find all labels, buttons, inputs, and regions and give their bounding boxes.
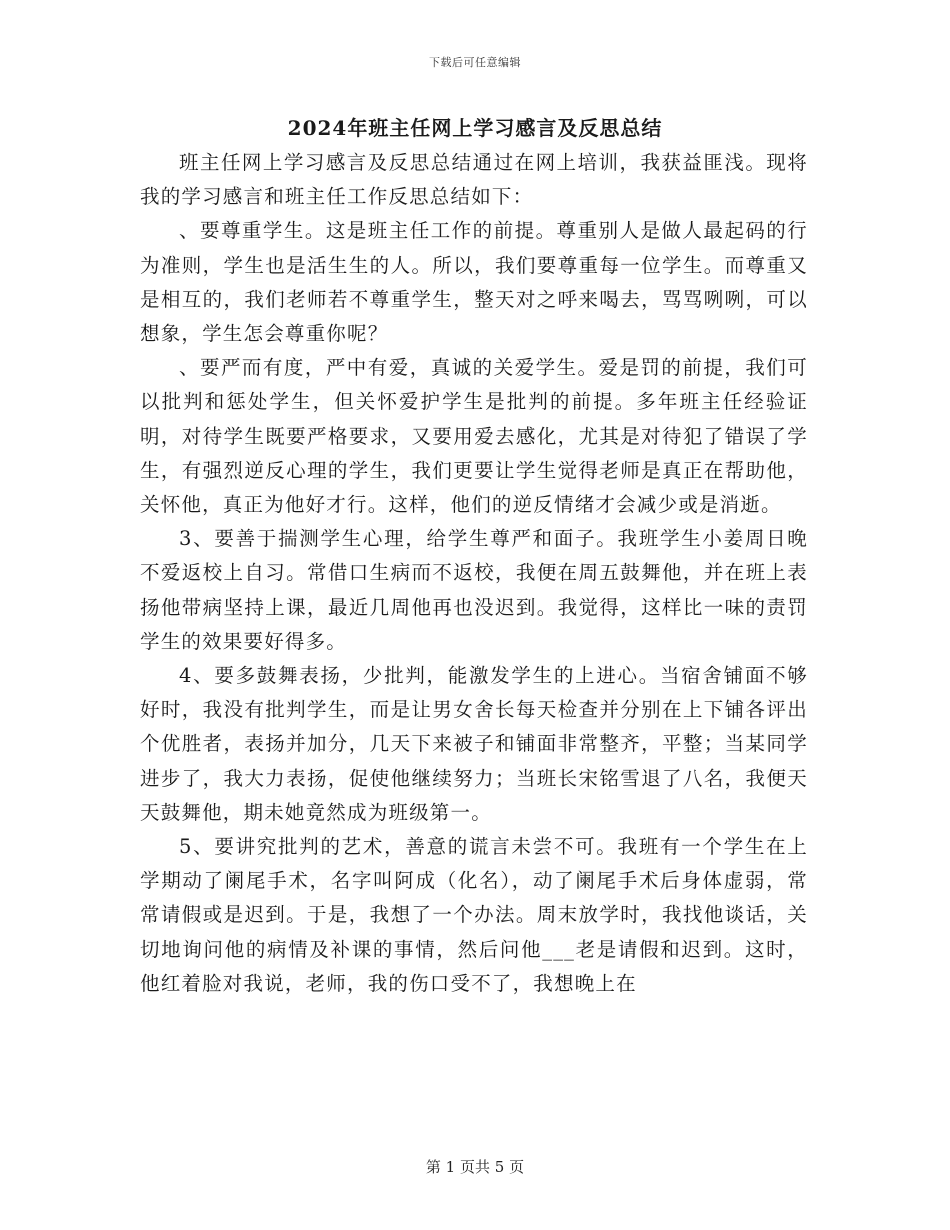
header-note: 下载后可任意编辑 xyxy=(429,56,521,69)
paragraph-respect-students: 、要尊重学生。这是班主任工作的前提。尊重别人是做人最起码的行为准则，学生也是活生生的人。所以，我们要尊重每一位学生。而尊重又是相互的，我们老师若不尊重学生，整天对之呼来喝去，骂骂咧咧，可以想象，学生怎会尊重你呢？ xyxy=(140,219,808,346)
paragraph-encouragement: 4、要多鼓舞表扬，少批判，能激发学生的上进心。当宿舍铺面不够好时，我没有批判学生，而是让男女舍长每天检查并分别在上下铺各评出个优胜者，表扬并加分，几天下来被子和铺面非常整齐，平整；当某同学进步了，我大力表扬，促使他继续努力；当班长宋铭雪退了八名，我便天天鼓舞他，期未她竟然成为班级第一。 xyxy=(140,664,808,824)
document-body xyxy=(140,146,808,1001)
page-number: 第 1 页共 5 页 xyxy=(425,1158,525,1176)
paragraph-strict-with-love: 、要严而有度，严中有爱，真诚的关爱学生。爱是罚的前提，我们可以批判和惩处学生，但关怀爱护学生是批判的前提。多年班主任经验证明，对待学生既要严格要求，又要用爱去感化，尤其是对待犯了错误了学生，有强烈逆反心理的学生，我们更要让学生觉得老师是真正在帮助他，关怀他，真正为他好才行。这样，他们的逆反情绪才会减少或是消逝。 xyxy=(140,356,808,517)
paragraph-art-of-criticism: 5、要讲究批判的艺术，善意的谎言未尝不可。我班有一个学生在上学期动了阑尾手术，名字叫阿成（化名），动了阑尾手术后身体虚弱，常常请假或是迟到。于是，我想了一个办法。周末放学时，我找他谈话，关切地询问他的病情及补课的事情，然后问他___老是请假和迟到。这时，他红着脸对我说，老师，我的伤口受不了，我想晚上在 xyxy=(140,835,808,995)
paragraph-intro: 班主任网上学习感言及反思总结通过在网上培训，我获益匪浅。现将我的学习感言和班主任工作反思总结如下： xyxy=(140,151,808,209)
document-title: 2024年班主任网上学习感言及反思总结 xyxy=(287,116,663,140)
paragraph-student-psychology: 3、要善于揣测学生心理，给学生尊严和面子。我班学生小姜周日晚不爱返校上自习。常借口生病而不返校，我便在周五鼓舞他，并在班上表扬他带病坚持上课，最近几周他再也没迟到。我觉得，这样比一味的责罚学生的效果要好得多。 xyxy=(140,527,808,653)
